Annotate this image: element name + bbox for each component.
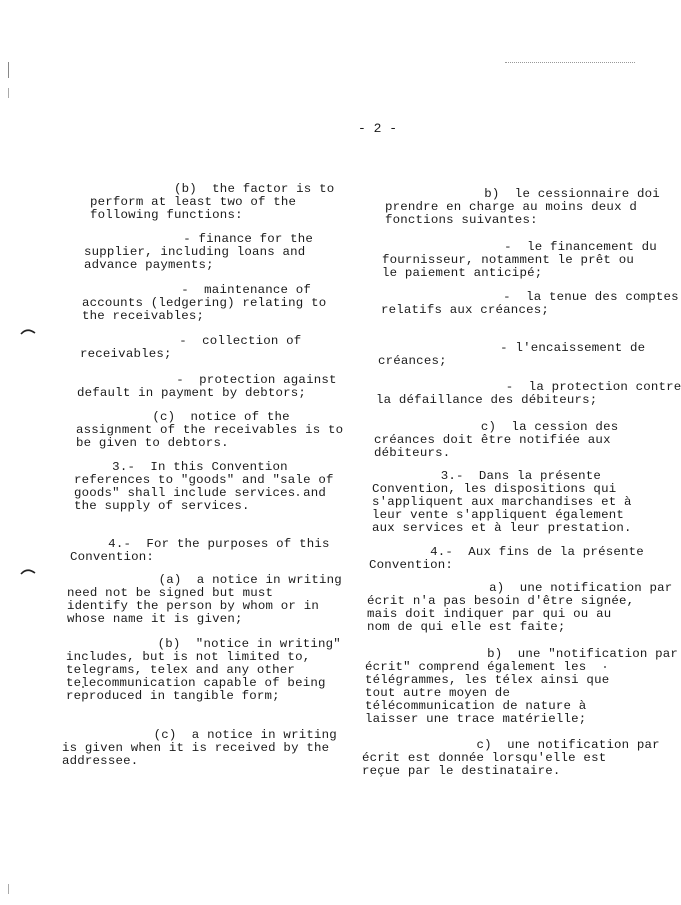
english-paragraph: 4.- For the purposes of this Convention:	[70, 537, 330, 564]
french-paragraph: - le financement du fournisseur, notamment le prêt ou le paiement anticipé;	[382, 240, 657, 280]
french-paragraph: b) une "notification par écrit" comprend également les télégrammes, les télex ainsi que tout autre moyen de télécommunication de nature à laisser une trace matérielle;	[365, 647, 679, 726]
scan-margin-mark	[8, 884, 9, 894]
french-paragraph: - la protection contre la défaillance des débiteurs;	[376, 380, 681, 407]
english-paragraph: (a) a notice in writing need not be signed but must identify the person by whom or in whose name it is given;	[67, 573, 342, 626]
english-paragraph: - finance for the supplier, including loans and advance payments;	[84, 232, 314, 272]
page-number: - 2 -	[358, 121, 398, 136]
margin-hook-mark	[20, 326, 36, 336]
english-paragraph: - maintenance of accounts (ledgering) relating to the receivables;	[82, 283, 327, 323]
english-paragraph: (c) notice of the assignment of the receivables is to be given to debtors.	[76, 410, 344, 450]
scan-margin-mark	[8, 62, 9, 78]
english-paragraph: (b) the factor is to perform at least two of the following functions:	[90, 182, 335, 222]
french-paragraph: 4.- Aux fins de la présente Convention:	[369, 545, 644, 572]
french-paragraph: c) une notification par écrit est donnée lorsqu'elle est reçue par le destinataire.	[362, 738, 660, 778]
scan-artifact-dotted-line	[505, 62, 635, 69]
english-paragraph: - protection against default in payment by debtors;	[77, 373, 337, 400]
french-paragraph: - l'encaissement de créances;	[378, 341, 646, 368]
english-paragraph: 3.- In this Convention references to "goods" and "sale of goods" shall include services and the supply of services.	[74, 460, 334, 513]
french-paragraph: c) la cession des créances doit être notifiée aux débiteurs.	[374, 420, 619, 460]
english-paragraph: (b) "notice in writing" includes, but is not limited to, telegrams, telex and any other telecommunication capable of being reproduced in tangible form;	[66, 637, 341, 703]
scan-margin-mark	[8, 88, 9, 98]
french-paragraph: - la tenue des comptes relatifs aux créances;	[381, 290, 679, 317]
french-paragraph: 3.- Dans la présente Convention, les dispositions qui s'appliquent aux marchandises et à leur vente s'appliquent également aux services et à leur prestation.	[372, 469, 632, 535]
french-paragraph: a) une notification par écrit n'a pas besoin d'être signée, mais doit indiquer par qui ou au nom de qui elle est faite;	[367, 581, 673, 634]
french-paragraph: b) le cessionnaire doi prendre en charge au moins deux d fonctions suivantes:	[385, 187, 660, 227]
margin-hook-mark	[20, 566, 36, 576]
english-paragraph: - collection of receivables;	[80, 334, 302, 361]
english-paragraph: (c) a notice in writing is given when it is received by the addressee.	[62, 728, 337, 768]
